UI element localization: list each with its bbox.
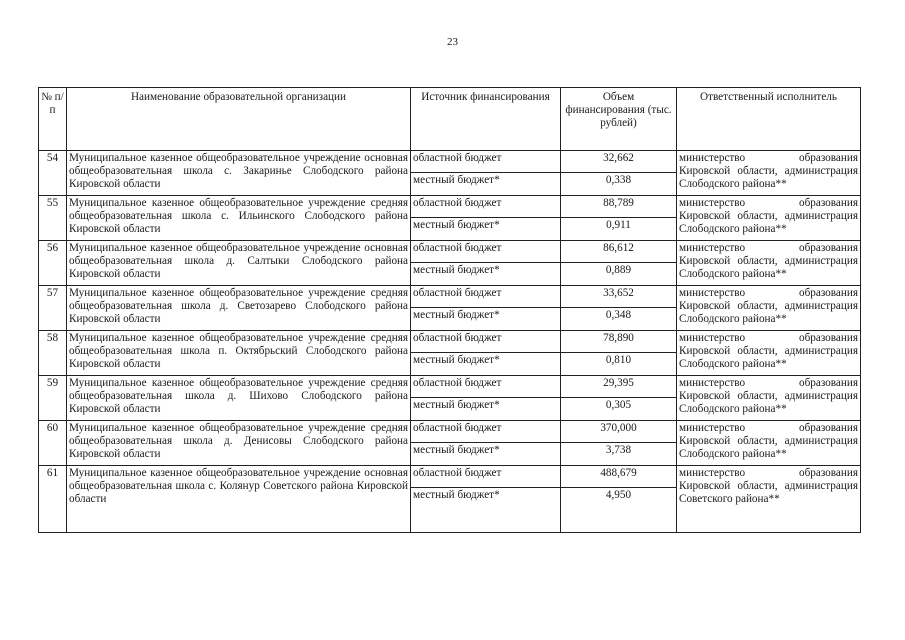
row-number: 54 [39, 151, 67, 196]
table-row [39, 196, 861, 218]
funding-volume: 370,000 [561, 421, 677, 443]
funding-source: местный бюджет* [411, 488, 561, 533]
responsible-executor: министерство образования Кировской области, администрация Слободского района** [677, 331, 861, 376]
row-number: 59 [39, 376, 67, 421]
funding-volume: 0,889 [561, 263, 677, 286]
funding-volume: 0,911 [561, 218, 677, 241]
financing-table [38, 87, 861, 533]
row-number: 58 [39, 331, 67, 376]
table-row [39, 466, 861, 488]
organization-name: Муниципальное казенное общеобразовательное учреждение основная общеобразовательная школа д. Салтыки Слободского района Кировской области [67, 241, 411, 286]
table-row [39, 286, 861, 308]
funding-source: местный бюджет* [411, 263, 561, 286]
funding-source: областной бюджет [411, 466, 561, 488]
table-row [39, 151, 861, 173]
organization-name: Муниципальное казенное общеобразовательное учреждение основная общеобразовательная школа с. Колянур Советского района Кировской области [67, 466, 411, 533]
funding-source: местный бюджет* [411, 308, 561, 331]
page-number: 23 [447, 36, 458, 48]
row-number: 61 [39, 466, 67, 533]
funding-source: местный бюджет* [411, 218, 561, 241]
header-executor: Ответственный исполнитель [677, 88, 861, 151]
responsible-executor: министерство образования Кировской области, администрация Слободского района** [677, 241, 861, 286]
organization-name: Муниципальное казенное общеобразовательное учреждение средняя общеобразовательная школа д. Шихово Слободского района Кировской области [67, 376, 411, 421]
header-name: Наименование образовательной организации [67, 88, 411, 151]
funding-source: местный бюджет* [411, 443, 561, 466]
table-row [39, 331, 861, 353]
organization-name: Муниципальное казенное общеобразовательное учреждение средняя общеобразовательная школа п. Октябрьский Слободского района Кировской области [67, 331, 411, 376]
funding-volume: 86,612 [561, 241, 677, 263]
funding-volume: 32,662 [561, 151, 677, 173]
funding-source: местный бюджет* [411, 398, 561, 421]
organization-name: Муниципальное казенное общеобразовательное учреждение средняя общеобразовательная школа с. Ильинского Слободского района Кировской области [67, 196, 411, 241]
funding-source: областной бюджет [411, 376, 561, 398]
row-number: 55 [39, 196, 67, 241]
funding-source: областной бюджет [411, 196, 561, 218]
funding-volume: 0,305 [561, 398, 677, 421]
row-number: 56 [39, 241, 67, 286]
table-row [39, 421, 861, 443]
header-num: № п/п [39, 88, 67, 151]
responsible-executor: министерство образования Кировской области, администрация Советского района** [677, 466, 861, 533]
header-volume: Объем финансирования (тыс. рублей) [561, 88, 677, 151]
header-row [39, 88, 861, 151]
row-number: 60 [39, 421, 67, 466]
funding-volume: 33,652 [561, 286, 677, 308]
funding-source: областной бюджет [411, 331, 561, 353]
funding-source: местный бюджет* [411, 353, 561, 376]
funding-source: местный бюджет* [411, 173, 561, 196]
funding-volume: 4,950 [561, 488, 677, 533]
table-row [39, 376, 861, 398]
funding-volume: 0,810 [561, 353, 677, 376]
funding-source: областной бюджет [411, 286, 561, 308]
responsible-executor: министерство образования Кировской области, администрация Слободского района** [677, 421, 861, 466]
organization-name: Муниципальное казенное общеобразовательное учреждение основная общеобразовательная школа с. Закаринье Слободского района Кировской области [67, 151, 411, 196]
responsible-executor: министерство образования Кировской области, администрация Слободского района** [677, 151, 861, 196]
header-source: Источник финансирования [411, 88, 561, 151]
organization-name: Муниципальное казенное общеобразовательное учреждение средняя общеобразовательная школа д. Денисовы Слободского района Кировской области [67, 421, 411, 466]
table-row [39, 241, 861, 263]
funding-volume: 0,348 [561, 308, 677, 331]
funding-volume: 88,789 [561, 196, 677, 218]
funding-volume: 488,679 [561, 466, 677, 488]
responsible-executor: министерство образования Кировской области, администрация Слободского района** [677, 376, 861, 421]
funding-source: областной бюджет [411, 421, 561, 443]
responsible-executor: министерство образования Кировской области, администрация Слободского района** [677, 196, 861, 241]
funding-volume: 29,395 [561, 376, 677, 398]
funding-source: областной бюджет [411, 241, 561, 263]
row-number: 57 [39, 286, 67, 331]
funding-volume: 3,738 [561, 443, 677, 466]
responsible-executor: министерство образования Кировской области, администрация Слободского района** [677, 286, 861, 331]
funding-source: областной бюджет [411, 151, 561, 173]
organization-name: Муниципальное казенное общеобразовательное учреждение средняя общеобразовательная школа д. Светозарево Слободского района Кировской области [67, 286, 411, 331]
funding-volume: 0,338 [561, 173, 677, 196]
funding-volume: 78,890 [561, 331, 677, 353]
